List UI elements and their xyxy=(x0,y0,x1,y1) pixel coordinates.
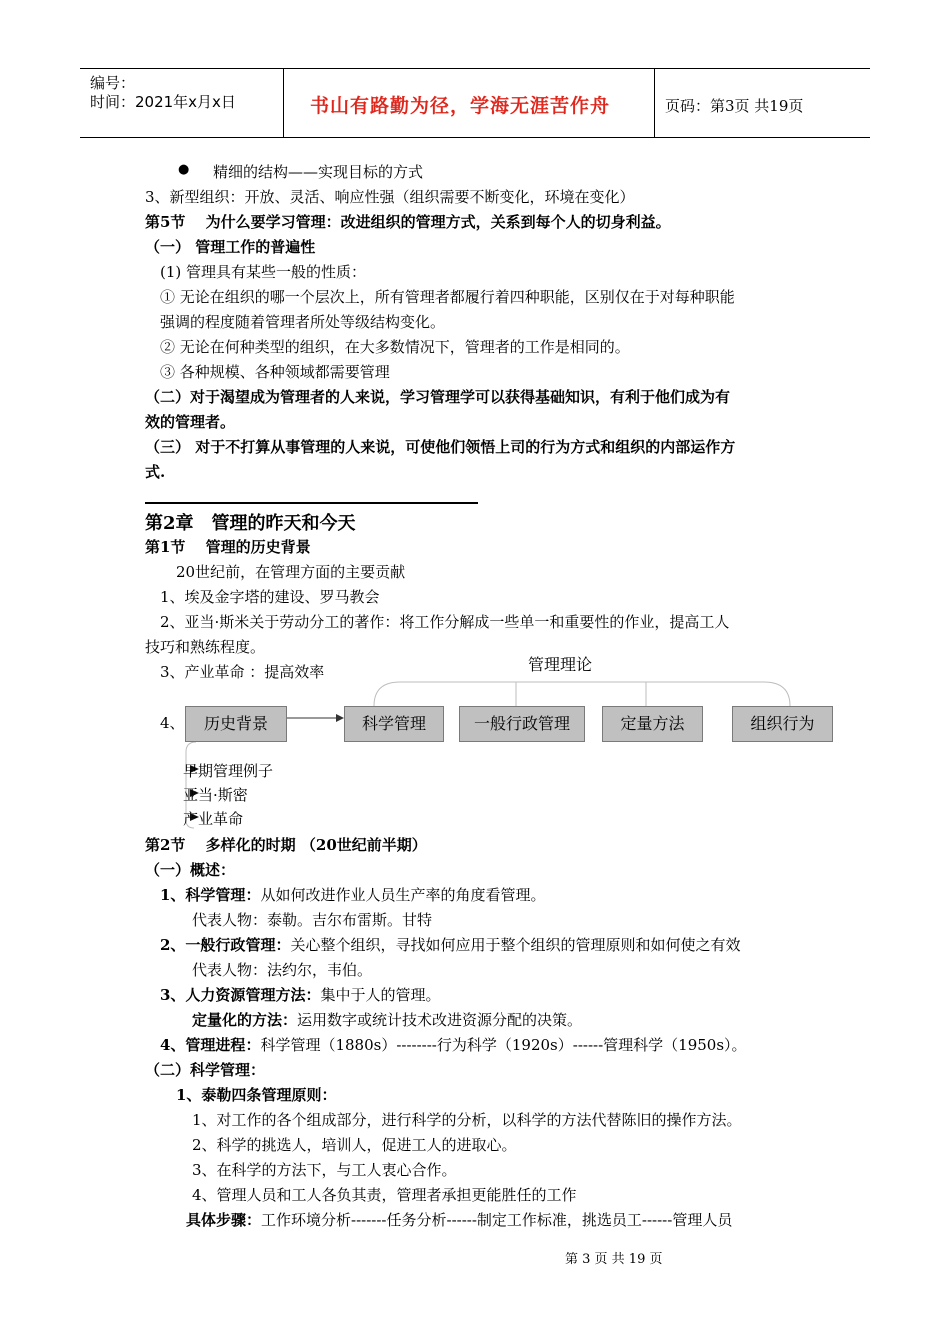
paragraph xyxy=(160,884,545,905)
paragraph: 20世纪前，在管理方面的主要贡献 xyxy=(176,563,406,581)
diagram-sub-item: 产业革命 xyxy=(183,810,244,828)
paragraph: 强调的程度随着管理者所处等级结构变化。 xyxy=(160,313,446,331)
term-text: 从如何改进作业人员生产率的角度看管理。 xyxy=(260,886,546,904)
bullet-dot-icon: ● xyxy=(178,162,190,177)
section-heading: 第1节 管理的历史背景 xyxy=(145,538,311,556)
term-text: 集中于人的管理。 xyxy=(320,986,441,1004)
diagram-root-box: 历史背景 xyxy=(185,706,287,742)
diagram-top-label: 管理理论 xyxy=(528,655,593,674)
paragraph: ① 无论在组织的哪一个层次上，所有管理者都履行着四种职能，区别仅在于对每种职能 xyxy=(160,288,735,306)
term-text: 科学管理（1880s）--------行为科学（1920s）------管理科学（1950s）。 xyxy=(260,1036,747,1054)
diagram-box-administrative: 一般行政管理 xyxy=(459,706,585,742)
paragraph: (1) 管理具有某些一般的性质： xyxy=(160,263,367,281)
term-text: 关心整个组织，寻找如何应用于整个组织的管理原则和如何使之有效 xyxy=(290,936,741,954)
subsection-heading: 效的管理者。 xyxy=(145,413,236,431)
subsection-heading: （二）科学管理： xyxy=(145,1061,266,1079)
paragraph: 代表人物：泰勒。吉尔布雷斯。甘特 xyxy=(192,911,433,929)
header-number-label: 编号： xyxy=(90,74,136,92)
paragraph xyxy=(192,1009,582,1030)
subsection-heading: （一）概述： xyxy=(145,861,236,879)
term-text: 运用数字或统计技术改进资源分配的决策。 xyxy=(297,1011,583,1029)
paragraph xyxy=(160,984,440,1005)
paragraph: ③ 各种规模、各种领域都需要管理 xyxy=(160,363,390,381)
subsection-heading: 式. xyxy=(145,463,166,481)
subsection-heading: （二）对于渴望成为管理者的人来说，学习管理学可以获得基础知识，有利于他们成为有 xyxy=(145,388,731,406)
paragraph xyxy=(160,1034,747,1055)
term-text: 工作环境分析-------任务分析------制定工作标准，挑选员工------管理人员 xyxy=(261,1211,733,1229)
header-date-label: 时间：2021年x月x日 xyxy=(90,93,236,111)
list-item: 精细的结构——实现目标的方式 xyxy=(213,163,424,181)
term-label: 具体步骤： xyxy=(186,1211,262,1229)
list-item: 3、产业革命 ：提高效率 xyxy=(160,663,325,681)
diagram-box-quantitative: 定量方法 xyxy=(602,706,703,742)
paragraph: 技巧和熟练程度。 xyxy=(145,638,266,656)
term-label: 3、人力资源管理方法： xyxy=(160,986,321,1004)
term-label: 4、管理进程： xyxy=(160,1036,261,1054)
page-footer: 第 3 页 共 19 页 xyxy=(565,1252,663,1267)
subsection-heading: （三） 对于不打算从事管理的人来说，可使他们领悟上司的行为方式和组织的内部运作方 xyxy=(145,438,736,456)
list-item: 2、亚当·斯米关于劳动分工的著作：将工作分解成一些单一和重要性的作业，提高工人 xyxy=(160,613,730,631)
term-label: 1、科学管理： xyxy=(160,886,261,904)
list-item: 4、管理人员和工人各负其责，管理者承担更能胜任的工作 xyxy=(192,1186,577,1204)
paragraph: ② 无论在何种类型的组织，在大多数情况下，管理者的工作是相同的。 xyxy=(160,338,630,356)
diagram-box-scientific: 科学管理 xyxy=(344,706,444,742)
section-heading: 第5节 为什么要学习管理：改进组织的管理方式，关系到每个人的切身利益。 xyxy=(145,213,671,231)
paragraph xyxy=(186,1209,732,1230)
paragraph: 代表人物：法约尔，韦伯。 xyxy=(192,961,373,979)
subsection-heading: 1、泰勒四条管理原则： xyxy=(176,1086,337,1104)
diagram-sub-item: 亚当·斯密 xyxy=(183,786,248,804)
paragraph xyxy=(160,934,740,955)
header-motto: 书山有路勤为径，学海无涯苦作舟 xyxy=(310,95,611,117)
list-item: 1、埃及金字塔的建设、罗马教会 xyxy=(160,588,380,606)
list-item: 3、在科学的方法下，与工人衷心合作。 xyxy=(192,1161,457,1179)
paragraph: 3、新型组织：开放、灵活、响应性强（组织需要不断变化，环境在变化） xyxy=(145,188,635,206)
subsection-heading: （一） 管理工作的普遍性 xyxy=(145,238,316,256)
arrow-head-icon xyxy=(336,714,344,722)
chapter-title: 第2章 管理的昨天和今天 xyxy=(145,513,356,534)
list-item: 2、科学的挑选人，培训人，促进工人的进取心。 xyxy=(192,1136,517,1154)
list-item: 1、对工作的各个组成部分，进行科学的分析，以科学的方法代替陈旧的操作方法。 xyxy=(192,1111,742,1129)
term-label: 2、一般行政管理： xyxy=(160,936,291,954)
diagram-sub-item: 早期管理例子 xyxy=(183,762,274,780)
header-page-label: 页码：第3页 共19页 xyxy=(665,97,804,115)
list-item: 4、 xyxy=(160,714,185,732)
term-label: 定量化的方法： xyxy=(192,1011,298,1029)
section-heading: 第2节 多样化的时期 （20世纪前半期） xyxy=(145,836,427,854)
bracket-line xyxy=(374,682,790,706)
diagram-box-organizational: 组织行为 xyxy=(732,706,833,742)
